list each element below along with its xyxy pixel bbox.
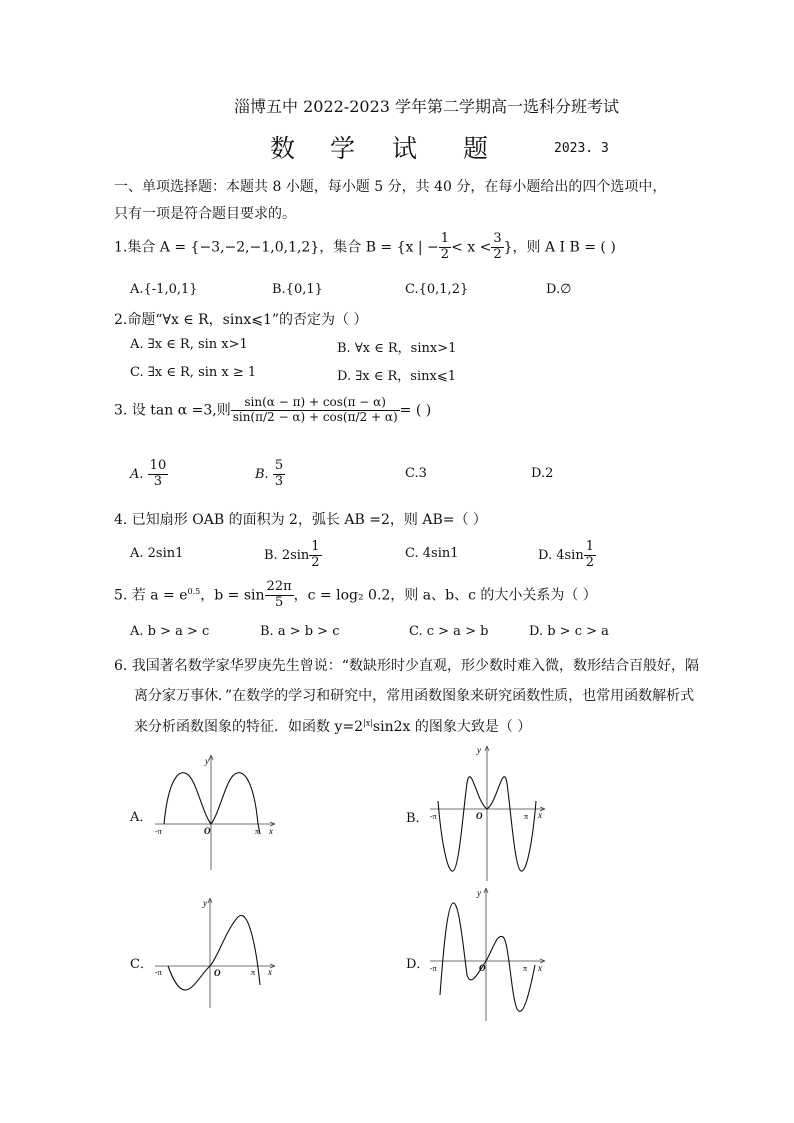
q1-frac2-num: 3: [493, 231, 502, 246]
q4-option-a[interactable]: A. 2sin1: [130, 546, 184, 561]
q5-option-b[interactable]: B. a > b > c: [260, 624, 340, 639]
graph-c-origin-label: O: [214, 968, 221, 978]
graph-a-neg-pi: -π: [155, 827, 162, 836]
graph-b-y-label: y: [477, 745, 481, 755]
q1-stem-a: 1.集合 A = {−3,−2,−1,0,1,2}，集合 B = {x | −: [114, 239, 439, 256]
q3-expression-den: sin(π/2 − α) + cos(π/2 + α): [232, 409, 398, 424]
q2-option-c[interactable]: C. ∃x ∈ R, sin x ≥ 1: [130, 365, 257, 380]
q3-expression-num: sin(α − π) + cos(π − α): [231, 396, 400, 411]
subject-title-1: 数: [270, 134, 296, 163]
q4-option-b-frac: [309, 540, 321, 571]
graph-a-y-label: y: [205, 756, 209, 766]
q6-graph-d[interactable]: [425, 885, 550, 1025]
q6-graph-d-label[interactable]: D．: [406, 957, 430, 972]
q6-graph-a-label[interactable]: A．: [130, 810, 153, 825]
q4-d-num: 1: [585, 539, 594, 554]
question-2-stem: 2.命题“∀x ∈ R，sinx⩽1”的否定为（ ）: [114, 312, 368, 328]
q6-exponent: |x|: [363, 718, 373, 728]
question-5-stem: [114, 580, 597, 611]
graph-c-y-label: y: [203, 898, 207, 908]
q3-option-a-frac: [148, 459, 169, 490]
q1-stem-c: }，则 A I B = ( ): [503, 239, 616, 256]
q5-option-d[interactable]: D. b > c > a: [529, 624, 609, 639]
q1-option-b[interactable]: B.{0,1}: [272, 282, 323, 297]
q4-option-c[interactable]: C. 4sin1: [405, 546, 459, 561]
graph-b-pos-pi: π: [524, 812, 529, 821]
q4-d-den: 2: [585, 554, 594, 570]
q1-frac2-den: 2: [493, 246, 502, 262]
subject-title-2: 学: [330, 134, 356, 163]
q4-option-b-text: B. 2sin: [264, 547, 310, 563]
q6-graph-a[interactable]: [150, 752, 285, 872]
q3-stem-b: = ( ): [399, 402, 432, 419]
q3-b-den: 3: [274, 473, 284, 489]
question-1-stem: [114, 232, 616, 263]
graph-a-origin-label: O: [204, 826, 211, 836]
question-6-line3: [134, 716, 531, 736]
q3-option-b-label: B.: [255, 466, 269, 482]
q2-option-d[interactable]: D. ∃x ∈ R，sinx⩽1: [337, 369, 456, 384]
q4-b-den: 2: [311, 554, 320, 570]
question-6-line2: 离分家万事休．”在数学的学习和研究中，常用函数图象来研究函数性质，也常用函数解析式: [134, 688, 695, 704]
q6-graph-b[interactable]: [425, 743, 550, 883]
graph-c-neg-pi: -π: [155, 968, 162, 977]
graph-c-curve: [168, 915, 260, 990]
graph-c-x-label: x: [268, 967, 272, 977]
graph-d-origin-label: O: [479, 963, 486, 973]
q2-option-b[interactable]: B. ∀x ∈ R，sinx>1: [337, 341, 457, 356]
question-4-stem: 4. 已知扇形 OAB 的面积为 2，弧长 AB =2，则 AB=（ ）: [114, 512, 487, 528]
q1-option-d[interactable]: D.∅: [546, 282, 572, 297]
q5-stem-b: ，b = sin: [200, 587, 265, 604]
section-heading-line2: 只有一项是符合题目要求的。: [114, 206, 296, 222]
exam-date: 2023. 3: [554, 141, 609, 156]
q3-expression: [231, 396, 400, 425]
section-heading-line1: 一、单项选择题：本题共 8 小题，每小题 5 分，共 40 分，在每小题给出的四个选项中，: [114, 179, 667, 195]
q3-option-a[interactable]: [130, 459, 168, 490]
question-3-stem: [114, 396, 431, 425]
q2-option-a[interactable]: A. ∃x ∈ R, sin x>1: [130, 337, 248, 352]
graph-a-curve: [164, 773, 260, 834]
q4-option-d-frac: [584, 540, 596, 571]
q3-option-b[interactable]: [255, 459, 285, 490]
q4-option-b[interactable]: [264, 540, 322, 571]
q3-stem-a: 3. 设 tan α =3,则: [114, 402, 231, 419]
q6-graph-c[interactable]: [150, 895, 280, 1010]
subject-title-4: 题: [463, 134, 489, 163]
graph-d-y-label: y: [477, 888, 481, 898]
subject-title-3: 试: [392, 134, 418, 163]
q6-graph-c-label[interactable]: C．: [130, 957, 153, 972]
q1-frac1: [439, 232, 451, 263]
q5-stem-c: ，c = log₂ 0.2，则 a、b、c 的大小关系为（ ）: [293, 587, 597, 604]
q1-option-a[interactable]: A.{-1,0,1}: [130, 282, 198, 297]
q3-a-den: 3: [153, 473, 163, 489]
q3-a-num: 10: [149, 458, 167, 473]
q4-option-d-text: D. 4sin: [538, 547, 584, 563]
graph-d-curve: [440, 903, 535, 1011]
graph-b-x-label: x: [538, 810, 542, 820]
q1-frac2: [491, 232, 503, 263]
q1-frac1-num: 1: [440, 231, 450, 246]
q3-b-num: 5: [274, 458, 284, 473]
q5-frac: [265, 580, 294, 611]
graph-a-x-label: x: [269, 826, 273, 836]
graph-b-origin-label: O: [476, 811, 483, 821]
q6-graph-b-label[interactable]: B．: [406, 811, 429, 826]
graph-c-pos-pi: π: [251, 968, 256, 977]
q5-frac-den: 5: [274, 594, 284, 610]
school-title: 淄博五中 2022-2023 学年第二学期高一选科分班考试: [234, 97, 620, 116]
q1-stem-b: < x <: [451, 239, 492, 256]
q3-option-c[interactable]: C.3: [405, 466, 427, 481]
q5-stem-a: 5. 若 a = e: [114, 587, 188, 604]
question-6-line1: 6. 我国著名数学家华罗庚先生曾说：“数缺形时少直观，形少数时难入微，数形结合百般好，隔: [114, 658, 699, 674]
q3-option-d[interactable]: D.2: [531, 466, 554, 481]
q5-option-c[interactable]: C. c > a > b: [409, 624, 489, 639]
q5-frac-num: 22π: [266, 579, 292, 594]
graph-b-neg-pi: -π: [430, 812, 437, 821]
q3-option-a-label: A.: [130, 466, 144, 482]
q4-b-num: 1: [311, 539, 320, 554]
q4-option-d[interactable]: [538, 540, 596, 571]
graph-a-pos-pi: π: [255, 827, 260, 836]
q1-frac1-den: 2: [440, 246, 450, 262]
graph-d-pos-pi: π: [523, 964, 528, 973]
graph-d-x-label: x: [538, 963, 542, 973]
q5-exponent: 0.5: [187, 586, 201, 596]
graph-d-neg-pi: -π: [430, 964, 437, 973]
q6-line3-b: sin2x 的图象大致是（ ）: [372, 719, 532, 735]
q6-line3-a: 来分析函数图象的特征．如函数 y=2: [134, 719, 363, 735]
q5-option-a[interactable]: A. b > a > c: [130, 624, 210, 639]
q3-option-b-frac: [273, 459, 285, 490]
q1-option-c[interactable]: C.{0,1,2}: [405, 282, 469, 297]
